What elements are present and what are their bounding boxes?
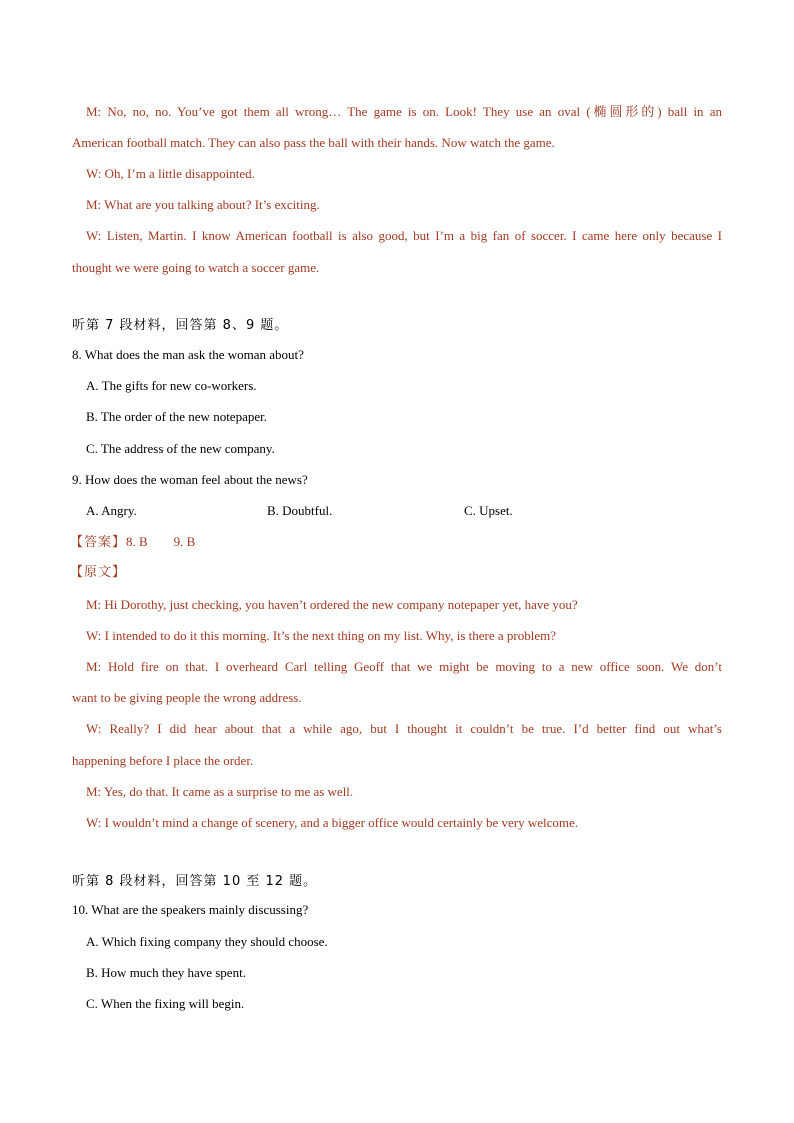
transcript-line: M: Hi Dorothy, just checking, you haven’t ordered the new company notepaper yet, have you? bbox=[86, 597, 578, 612]
dialogue-line: American football match. They can also pass the ball with their hands. Now watch the game. bbox=[72, 135, 555, 150]
transcript-line: W: I wouldn’t mind a change of scenery, and a bigger office would certainly be very welcome. bbox=[86, 815, 579, 830]
question-option: C. Upset. bbox=[464, 503, 513, 518]
question-option: A. Angry. bbox=[86, 503, 137, 518]
dialogue-line: W: Listen, Martin. I know American football is also good, but I’m a big fan of soccer. I came here only because I bbox=[86, 228, 722, 243]
dialogue-line: thought we were going to watch a soccer game. bbox=[72, 260, 320, 275]
transcript-line: W: I intended to do it this morning. It’s the next thing on my list. Why, is there a problem? bbox=[86, 628, 556, 643]
dialogue-line: M: No, no, no. You’ve got them all wrong… The game is on. Look! They use an oval (椭圆形的) ball in an bbox=[86, 104, 722, 119]
answer-text: 8. B 9. B bbox=[126, 534, 196, 549]
dialogue-line: W: Oh, I’m a little disappointed. bbox=[86, 166, 255, 181]
question-option: A. The gifts for new co-workers. bbox=[86, 378, 257, 393]
section-heading: 听第 8 段材料，回答第 10 至 12 题。 bbox=[72, 874, 318, 889]
question-option: C. The address of the new company. bbox=[86, 441, 275, 456]
transcript-line: M: Hold fire on that. I overheard Carl telling Geoff that we might be moving to a new office soon. We don’t bbox=[86, 659, 722, 674]
answer-line bbox=[70, 534, 195, 551]
question-option: B. The order of the new notepaper. bbox=[86, 409, 267, 424]
question-option: B. How much they have spent. bbox=[86, 965, 246, 980]
question-stem: 10. What are the speakers mainly discussing? bbox=[72, 902, 309, 917]
transcript-line: happening before I place the order. bbox=[72, 753, 254, 768]
transcript-line: W: Really? I did hear about that a while ago, but I thought it couldn’t be true. I’d better find out what’s bbox=[86, 721, 722, 736]
transcript-line: want to be giving people the wrong address. bbox=[72, 690, 302, 705]
question-option: C. When the fixing will begin. bbox=[86, 996, 245, 1011]
transcript-line: M: Yes, do that. It came as a surprise to me as well. bbox=[86, 784, 354, 799]
transcript-label: 【原文】 bbox=[70, 565, 127, 580]
question-stem: 8. What does the man ask the woman about? bbox=[72, 347, 304, 362]
question-option: B. Doubtful. bbox=[267, 503, 333, 518]
answer-label: 【答案】 bbox=[70, 535, 127, 550]
question-option: A. Which fixing company they should choose. bbox=[86, 934, 328, 949]
question-stem: 9. How does the woman feel about the news? bbox=[72, 472, 308, 487]
section-heading: 听第 7 段材料，回答第 8、9 题。 bbox=[72, 318, 289, 333]
dialogue-line: M: What are you talking about? It’s exciting. bbox=[86, 197, 320, 212]
